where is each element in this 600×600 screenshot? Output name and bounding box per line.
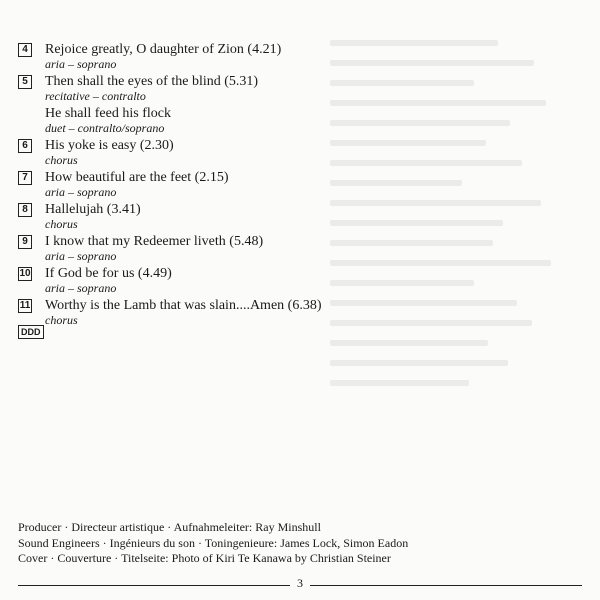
footer-rule-right <box>310 585 582 586</box>
track-body <box>45 73 258 137</box>
track-number: 4 <box>18 43 32 57</box>
credit-engineers: Sound Engineers · Ingénieurs du son · Toningenieure: James Lock, Simon Eadon <box>18 535 409 550</box>
track-body <box>45 137 174 169</box>
track-number: 9 <box>18 235 32 249</box>
credits <box>18 520 408 567</box>
track-item <box>18 169 438 201</box>
track-item <box>18 41 438 73</box>
track-item <box>18 201 438 233</box>
track-title: Hallelujah (3.41) <box>45 202 141 217</box>
track-body <box>45 233 263 265</box>
track-body <box>45 201 141 233</box>
track-body <box>45 41 281 73</box>
track-title: Rejoice greatly, O daughter of Zion (4.21) <box>45 42 282 57</box>
credit-producer: Producer · Directeur artistique · Aufnahmeleiter: Ray Minshull <box>18 520 321 534</box>
track-item <box>18 73 438 137</box>
track-role: aria – soprano <box>45 281 117 295</box>
track-item <box>18 297 438 329</box>
track-number: 10 <box>19 268 31 279</box>
track-item <box>18 233 438 265</box>
track-title: Then shall the eyes of the blind (5.31) <box>45 74 259 89</box>
credit-cover: Cover · Couverture · Titelseite: Photo of Kiri Te Kanawa by Christian Steiner <box>18 551 391 565</box>
track-item <box>18 265 438 297</box>
track-body <box>45 265 172 297</box>
track-title: Worthy is the Lamb that was slain....Amen (6.38) <box>45 298 322 313</box>
track-role: aria – soprano <box>45 57 117 71</box>
track-title: How beautiful are the feet (2.15) <box>45 170 229 185</box>
track-number: 5 <box>18 75 32 89</box>
track-role: chorus <box>45 313 78 327</box>
track-number: 7 <box>18 171 32 185</box>
track-role: chorus <box>45 153 78 167</box>
page-number: 3 <box>297 576 303 590</box>
track-role: recitative – contralto <box>45 89 146 103</box>
track-list <box>18 41 438 329</box>
track-role: aria – soprano <box>45 185 117 199</box>
track-role: aria – soprano <box>45 249 117 263</box>
footer-rule-left <box>18 585 290 586</box>
track-title: If God be for us (4.49) <box>45 266 172 281</box>
track-number: 8 <box>18 203 32 217</box>
track-number: 6 <box>18 139 32 153</box>
track-body <box>45 169 228 201</box>
track-role: duet – contralto/soprano <box>45 121 165 135</box>
ddd-badge: DDD <box>18 325 44 339</box>
track-title: His yoke is easy (2.30) <box>45 138 174 153</box>
track-title: I know that my Redeemer liveth (5.48) <box>45 234 264 249</box>
track-item <box>18 137 438 169</box>
track-title: He shall feed his flock <box>45 106 171 121</box>
track-body <box>45 297 322 329</box>
track-role: chorus <box>45 217 78 231</box>
track-number: 11 <box>19 300 31 311</box>
